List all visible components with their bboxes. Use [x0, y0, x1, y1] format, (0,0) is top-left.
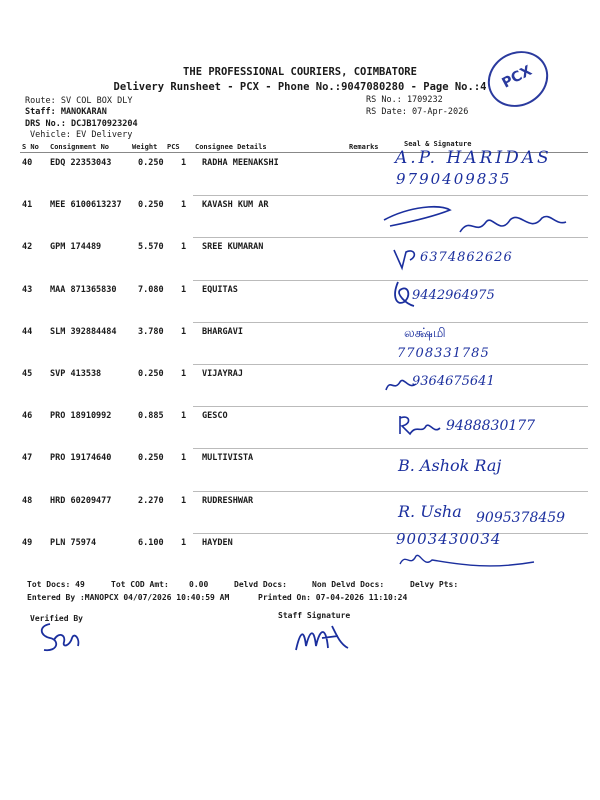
handwritten-name: லக்ஷ்மி [404, 326, 446, 341]
handwritten-name: A.P. HARIDAS [395, 148, 552, 168]
row-consignment: MEE 6100613237 [50, 200, 122, 210]
signature-scribble [380, 196, 570, 244]
total-cod-value: 0.00 [189, 580, 209, 589]
row-sno: 43 [22, 285, 33, 295]
row-consignment: GPM 174489 [50, 242, 102, 252]
row-weight: 2.270 [138, 496, 164, 506]
row-sno: 40 [22, 158, 33, 168]
row-consignee: HAYDEN [202, 538, 233, 548]
handwritten-phone: 9095378459 [476, 510, 566, 526]
signature-scribble [398, 550, 538, 572]
row-divider [193, 491, 588, 492]
row-sno: 49 [22, 538, 33, 548]
row-consignee: RUDRESHWAR [202, 496, 254, 506]
row-divider [193, 280, 588, 281]
staff-signature-label: Staff Signature [278, 611, 351, 620]
handwritten-phone: 9003430034 [396, 530, 502, 548]
handwritten-name: B. Ashok Raj [398, 456, 502, 475]
col-consignee: Consignee Details [195, 143, 267, 151]
route: Route: SV COL BOX DLY [25, 96, 133, 106]
signature-scribble [392, 246, 422, 272]
handwritten-phone: 9790409835 [396, 170, 512, 188]
verified-by-label: Verified By [30, 614, 83, 623]
row-pcs: 1 [181, 242, 187, 252]
rs-number: RS No.: 1709232 [366, 95, 443, 105]
row-consignee: SREE KUMARAN [202, 242, 264, 252]
handwritten-phone: 9364675641 [412, 374, 495, 389]
row-divider [193, 448, 588, 449]
row-sno: 44 [22, 327, 33, 337]
row-pcs: 1 [181, 158, 187, 168]
col-remarks: Remarks [349, 143, 379, 151]
row-divider [193, 533, 588, 534]
col-weight: Weight [132, 143, 158, 151]
row-consignee: KAVASH KUM AR [202, 200, 269, 210]
row-weight: 0.250 [138, 158, 164, 168]
signature-scribble [396, 412, 442, 438]
row-weight: 5.570 [138, 242, 164, 252]
staff-signature [292, 620, 352, 656]
row-consignee: VIJAYRAJ [202, 369, 243, 379]
total-docs: Tot Docs: 49 [27, 580, 85, 589]
delivery-points: Delvy Pts: [410, 580, 459, 589]
row-weight: 6.100 [138, 538, 164, 548]
row-sno: 42 [22, 242, 33, 252]
total-cod-label: Tot COD Amt: [111, 580, 169, 589]
col-pcs: PCS [167, 143, 180, 151]
vehicle: Vehicle: EV Delivery [30, 130, 133, 140]
row-pcs: 1 [181, 538, 187, 548]
handwritten-name: R. Usha [398, 502, 462, 521]
staff: Staff: MANOKARAN [25, 107, 107, 117]
runsheet-title: Delivery Runsheet - PCX - Phone No.:9047080280 - Page No.:4 [113, 81, 487, 93]
row-sno: 41 [22, 200, 33, 210]
row-consignee: MULTIVISTA [202, 453, 254, 463]
row-pcs: 1 [181, 285, 187, 295]
row-pcs: 1 [181, 411, 187, 421]
row-sno: 45 [22, 369, 33, 379]
row-consignment: MAA 871365830 [50, 285, 117, 295]
row-sno: 48 [22, 496, 33, 506]
table-row [0, 285, 600, 327]
entered-by: Entered By :MANOPCX 04/07/2026 10:40:59 AM [27, 593, 230, 602]
pcx-stamp-text: PCX [499, 62, 535, 92]
verifier-signature [34, 618, 84, 660]
col-seal-signature: Seal & Signature [404, 140, 472, 148]
row-consignment: SVP 413538 [50, 369, 102, 379]
col-consignment: Consignment No [50, 143, 110, 151]
row-weight: 0.250 [138, 369, 164, 379]
row-consignee: EQUITAS [202, 285, 238, 295]
row-divider [193, 322, 588, 323]
table-row [0, 327, 600, 369]
table-row [0, 369, 600, 411]
row-consignment: PRO 19174640 [50, 453, 112, 463]
printed-on: Printed On: 07-04-2026 11:10:24 [258, 593, 408, 602]
handwritten-phone: 6374862626 [420, 250, 513, 265]
row-weight: 0.885 [138, 411, 164, 421]
non-delivered-docs: Non Delvd Docs: [312, 580, 385, 589]
handwritten-phone: 7708331785 [397, 346, 490, 361]
row-weight: 0.250 [138, 453, 164, 463]
drs-number: DRS No.: DCJB170923204 [25, 119, 138, 129]
row-pcs: 1 [181, 369, 187, 379]
row-sno: 46 [22, 411, 33, 421]
row-sno: 47 [22, 453, 33, 463]
handwritten-phone: 9442964975 [412, 288, 495, 303]
col-sno: S No [22, 143, 39, 151]
row-weight: 0.250 [138, 200, 164, 210]
row-consignment: PRO 18910992 [50, 411, 112, 421]
row-consignee: RADHA MEENAKSHI [202, 158, 279, 168]
pcx-stamp [478, 41, 558, 118]
row-consignee: BHARGAVI [202, 327, 243, 337]
row-divider [193, 364, 588, 365]
row-consignee: GESCO [202, 411, 228, 421]
row-pcs: 1 [181, 453, 187, 463]
row-pcs: 1 [181, 496, 187, 506]
row-divider [193, 406, 588, 407]
company-name: THE PROFESSIONAL COURIERS, COIMBATORE [183, 66, 417, 78]
table-row [0, 453, 600, 495]
row-weight: 3.780 [138, 327, 164, 337]
delivered-docs: Delvd Docs: [234, 580, 287, 589]
row-consignment: PLN 75974 [50, 538, 97, 548]
row-consignment: SLM 392884484 [50, 327, 117, 337]
row-pcs: 1 [181, 327, 187, 337]
row-pcs: 1 [181, 200, 187, 210]
row-consignment: HRD 60209477 [50, 496, 112, 506]
handwritten-phone: 9488830177 [446, 418, 536, 434]
row-consignment: EDQ 22353043 [50, 158, 112, 168]
rs-date: RS Date: 07-Apr-2026 [366, 107, 469, 117]
row-weight: 7.080 [138, 285, 164, 295]
